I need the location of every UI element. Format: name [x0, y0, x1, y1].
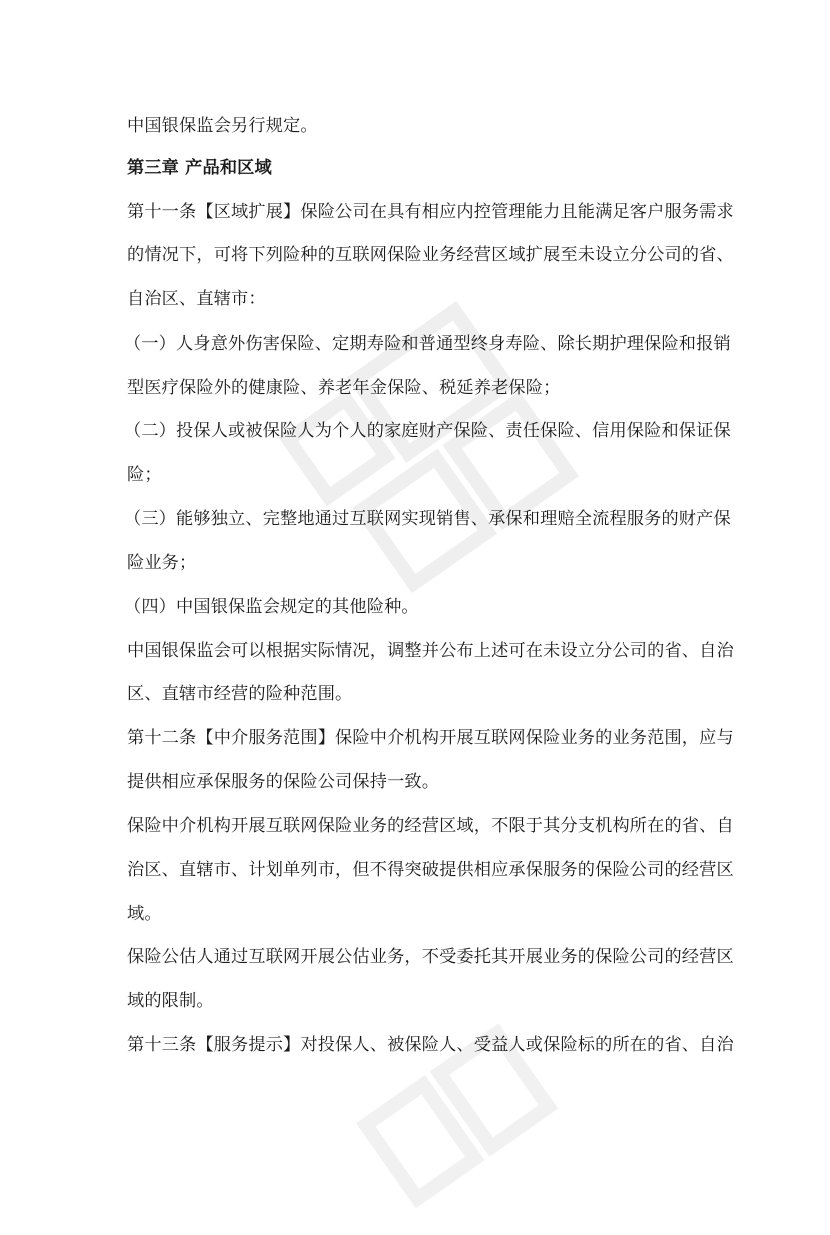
watermark-icon [255, 277, 606, 623]
text-line: （一）人身意外伤害保险、定期寿险和普通型终身寿险、除长期护理保险和报销 [124, 334, 731, 354]
text-line: 治区、直辖市、计划单列市，但不得突破提供相应承保服务的保险公司的经营区 [127, 860, 734, 880]
chapter-heading: 第三章 产品和区域 [127, 158, 272, 178]
text-line: （二）投保人或被保险人为个人的家庭财产保险、责任保险、信用保险和保证保 [124, 421, 731, 441]
text-line: 域。 [127, 904, 162, 924]
text-line: 中国银保监会另行规定。 [127, 116, 318, 136]
text-line: 提供相应承保服务的保险公司保持一致。 [127, 772, 440, 792]
text-line: （四）中国银保监会规定的其他险种。 [124, 597, 419, 617]
text-line: 自治区、直辖市： [127, 289, 266, 309]
text-line: （三）能够独立、完整地通过互联网实现销售、承保和理赔全流程服务的财产保 [124, 509, 731, 529]
text-line: 中国银保监会可以根据实际情况，调整并公布上述可在未设立分公司的省、自治 [127, 641, 734, 661]
text-line: 险； [127, 465, 162, 485]
text-line: 的情况下，可将下列险种的互联网保险业务经营区域扩展至未设立分公司的省、 [127, 245, 734, 265]
text-line: 第十一条【区域扩展】保险公司在具有相应内控管理能力且能满足客户服务需求 [127, 202, 734, 222]
text-line: 保险中介机构开展互联网保险业务的经营区域，不限于其分支机构所在的省、自 [127, 816, 734, 836]
text-line: 第十二条【中介服务范围】保险中介机构开展互联网保险业务的业务范围，应与 [127, 728, 734, 748]
text-line: 险业务； [127, 553, 197, 573]
text-line: 第十三条【服务提示】对投保人、被保险人、受益人或保险标的所在的省、自治 [127, 1035, 734, 1055]
text-line: 型医疗保险外的健康险、养老年金保险、税延养老保险； [127, 378, 561, 398]
text-line: 保险公估人通过互联网开展公估业务，不受委托其开展业务的保险公司的经营区 [127, 947, 734, 967]
text-line: 域的限制。 [127, 991, 214, 1011]
text-line: 区、直辖市经营的险种范围。 [127, 684, 353, 704]
